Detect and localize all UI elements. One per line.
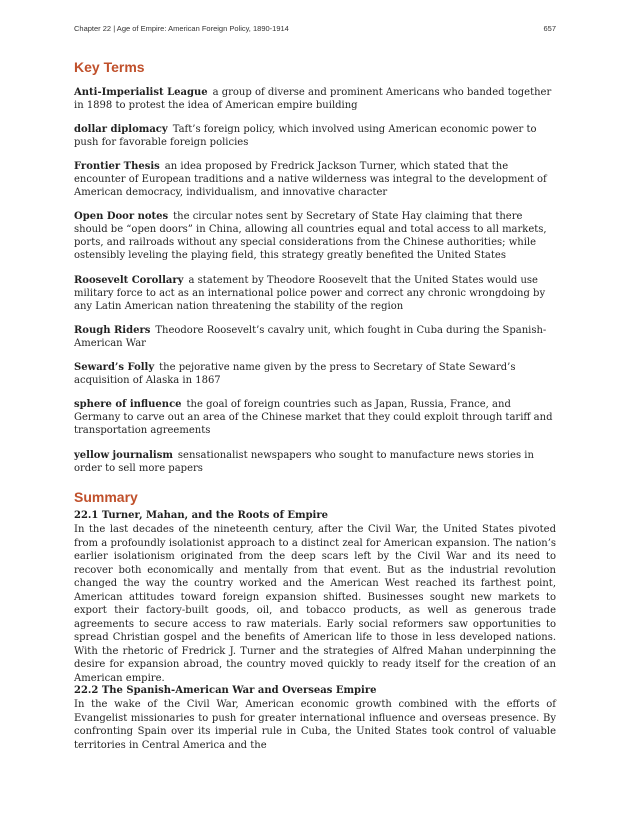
summary-heading: Summary <box>74 489 138 505</box>
key-term-item <box>74 86 556 112</box>
key-term-item <box>74 123 556 149</box>
summary-section-text: In the wake of the Civil War, American economic growth combined with the efforts of Evangelist missionaries to push for greater international influence and overseas presence. By confronting Spain over its imperial rule in Cuba, the United States took control of valuable territories in Central America and the <box>74 699 556 751</box>
term-definition: a group of diverse and prominent Americans who banded together in 1898 to protest the idea of American empire building <box>74 87 552 111</box>
term-definition: the circular notes sent by Secretary of State Hay claiming that there should be “open doors” in China, allowing all countries equal and total access to all markets, ports, and railroads without any special considerations from the Chinese authorities; while ostensibly leveling the playing field, this strategy greatly benefited the United States <box>74 211 547 261</box>
key-term-item <box>74 449 556 475</box>
summary-section-title: 22.1 Turner, Mahan, and the Roots of Empire <box>74 510 328 521</box>
term-definition: the goal of foreign countries such as Japan, Russia, France, and Germany to carve out an area of the Chinese market that they could exploit through tariff and transportation agreements <box>74 399 553 436</box>
term-definition: Theodore Roosevelt’s cavalry unit, which fought in Cuba during the Spanish-American War <box>74 325 547 349</box>
summary-section-title: 22.2 The Spanish-American War and Overseas Empire <box>74 685 377 696</box>
chapter-label: Chapter 22 | Age of Empire: American Foreign Policy, 1890-1914 <box>74 24 289 33</box>
key-term-item <box>74 274 556 313</box>
term-definition: Taft’s foreign policy, which involved using American economic power to push for favorable foreign policies <box>74 124 537 148</box>
term-definition: a statement by Theodore Roosevelt that the United States would use military force to act as an international police power and correct any chronic wrongdoing by any Latin American nation threatening the stability of the region <box>74 275 546 312</box>
page-header <box>74 24 556 33</box>
term-name: dollar diplomacy <box>74 124 168 135</box>
term-name: Rough Riders <box>74 325 151 336</box>
term-name: sphere of influence <box>74 399 182 410</box>
key-term-item <box>74 324 556 350</box>
term-name: Open Door notes <box>74 211 169 222</box>
key-term-item <box>74 361 556 387</box>
term-name: yellow journalism <box>74 450 173 461</box>
term-definition: the pejorative name given by the press to Secretary of State Seward’s acquisition of Alaska in 1867 <box>74 362 516 386</box>
term-definition: an idea proposed by Fredrick Jackson Turner, which stated that the encounter of European traditions and a native wilderness was integral to the development of American democracy, individualism, and innovative character <box>74 161 547 198</box>
key-term-item <box>74 210 556 262</box>
key-terms-heading: Key Terms <box>74 59 145 75</box>
key-term-item <box>74 160 556 199</box>
term-definition: sensationalist newspapers who sought to manufacture news stories in order to sell more papers <box>74 450 534 474</box>
term-name: Anti-Imperialist League <box>74 87 208 98</box>
term-name: Seward’s Folly <box>74 362 155 373</box>
key-term-item <box>74 398 556 437</box>
summary-section-text: In the last decades of the nineteenth century, after the Civil War, the United States pivoted from a profoundly isolationist approach to a distinct zeal for American expansion. The nation’s earlier isolationism originated from the deep scars left by the Civil War and its need to recover both economically and mentally from that event. But as the industrial revolution changed the way the country worked and the American West reached its farthest point, American attitudes toward foreign expansion shifted. Businesses sought new markets to export their factory-built goods, oil, and tobacco products, as well as generous trade agreements to secure access to raw materials. Early social reformers saw opportunities to spread Christian gospel and the benefits of American life to those in less developed nations. With the rhetoric of Fredrick J. Turner and the strategies of Alfred Mahan underpinning the desire for expansion abroad, the country moved quickly to ready itself for the creation of an American empire. <box>74 524 556 684</box>
term-name: Frontier Thesis <box>74 161 160 172</box>
page-number: 657 <box>543 24 556 33</box>
term-name: Roosevelt Corollary <box>74 275 184 286</box>
